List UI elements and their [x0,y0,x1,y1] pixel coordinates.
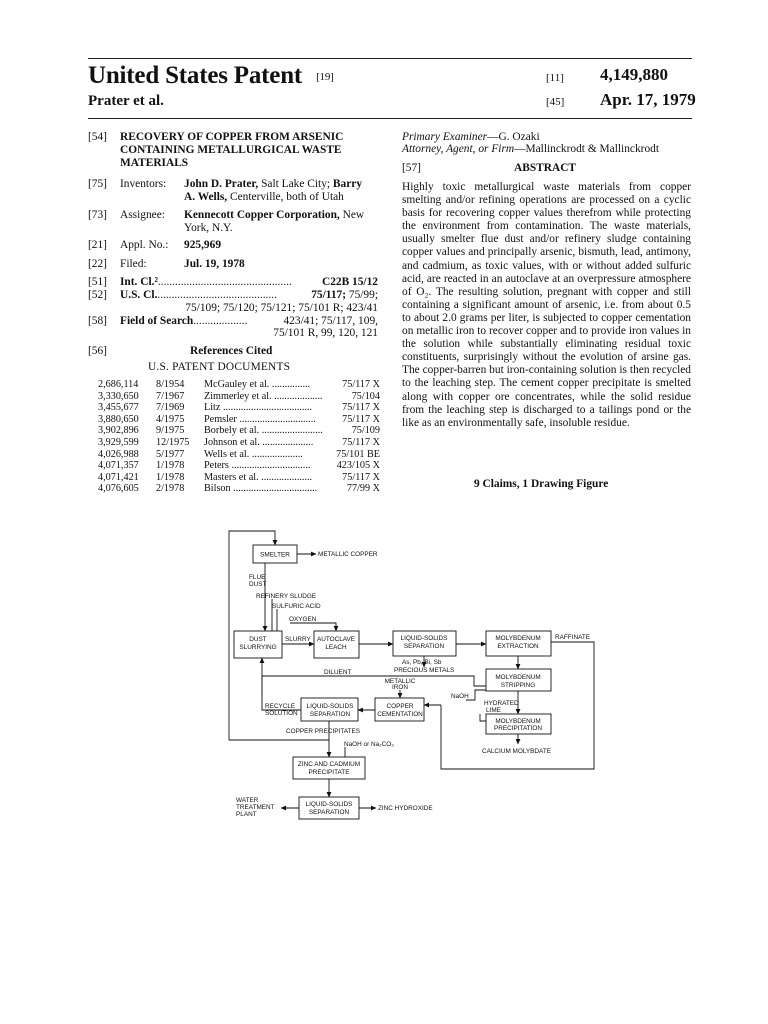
recycle-label-2: SOLUTION [265,710,298,717]
filed-label: Filed: [120,258,147,270]
claims-line: 9 Claims, 1 Drawing Figure [474,478,609,490]
patent-number-code: [11] [546,72,564,84]
oxygen-label: OXYGEN [289,616,317,623]
zinc-cad-label-1: ZINC AND CADMIUM [297,761,361,768]
patent-number: 4,149,880 [600,65,668,84]
inventors-value: John D. Prater, Salt Lake City; Barry A. Wells, Centerville, both of Utah [184,178,363,203]
slurry-label: SLURRY [285,636,311,643]
inventors-label: Inventors: [120,178,167,190]
intcl-code: [51] [88,276,107,288]
uscl-value: 75/117; 75/99; [311,289,378,301]
moly-prec-label-2: PRECIPITATION [493,725,543,732]
attorney: Attorney, Agent, or Firm—Mallinckrodt & Mallinckrodt [402,143,660,155]
field-line2: 75/101 R, 99, 120, 121 [273,327,378,339]
refs-heading: References Cited [190,345,273,357]
field-code: [58] [88,315,107,327]
hydrated-lime-label-1: HYDRATED [484,700,519,707]
reference-row: 2,686,114 8/1954 McGauley et al. ............... 75/117 X [98,379,380,390]
zinc-cad-label-2: PRECIPITATE [308,769,350,776]
title-code: [19] [316,71,334,83]
water-label-2: TREATMENT [236,804,275,811]
appl-label: Appl. No.: [120,239,169,251]
dust-slurrying-label-1: DUST [249,636,267,643]
primary-examiner: Primary Examiner—G. Ozaki [402,131,540,143]
abstract-text: Highly toxic metallurgical waste materials from copper smelting and/or refining operations are processed on a cyclic basis for recovering copper values therefrom while protecting the environment from contamination. The waste materials, usually smelter flue dust and/or refinery sludge containing copper values and principally arsenic, bismuth, lead, antimony, and cadmium, as toxic values, with or without added sulfuric acid, are reacted in an autoclave at an overpressure atmosphere of O₂. The resulting solution, pregnant with copper and still containing a significant amount of arsenic, i.e. from about 0.5 to about 2.0 grams per liter, is subjected to copper cementation on metallic iron to recover copper and to provide iron values in the solution while substantially eliminating residual toxic constituents, surprisingly without the evolution of arsine gas. The copper-barren but iron-containing solution is then recycled to the leaching step. The cement copper precipitate is smelted along with copper ore concentrates, while the solid residue from the leaching step is discharged to a tailings pond or the like as an environmentally safe, insoluble residue. [402,181,691,429]
dust-label: DUST [249,581,267,588]
raffinate-label: RAFFINATE [555,634,591,641]
field-row: Field of Search................... [120,315,248,327]
reference-row: 3,929,599 12/1975 Johnson et al. .................... 75/117 X [98,436,380,448]
oxygen-line [290,623,336,631]
water-label-3: PLANT [236,811,257,818]
sulfuric-acid-label: SULFURIC ACID [272,603,321,610]
uscl-row: U.S. Cl........................................... [120,289,277,301]
intcl-value: C22B 15/12 [321,276,378,288]
assignee-value: Kennecott Copper Corporation, New York, N.Y. [184,209,365,234]
metallic-iron-label-2: IRON [392,684,408,691]
diluent-label: DILUENT [324,669,352,676]
ls-sep-top-label-1: LIQUID-SOLIDS [400,635,448,642]
date-code: [45] [546,96,565,108]
authors: Prater et al. [88,93,164,109]
dust-slurrying-label-2: SLURRYING [239,644,277,651]
reference-row: 4,026,988 5/1977 Wells et al. .................... 75/101 BE [98,448,380,460]
appl-code: [21] [88,239,107,251]
invention-title: RECOVERY OF COPPER FROM ARSENIC CONTAINING METALLURGICAL WASTE MATERIALS [120,131,344,169]
flue-label: FLUE [249,574,266,581]
ls-sep-bot-label-1: LIQUID-SOLIDS [305,801,353,808]
inventors-code: [75] [88,178,107,190]
abstract-heading: ABSTRACT [514,162,577,174]
moly-strip-label-1: MOLYBDENUM [495,674,541,681]
smelter-label: SMELTER [260,551,290,559]
metallic-copper-label: METALLIC COPPER [318,551,378,558]
patent-date: Apr. 17, 1979 [600,90,696,109]
moly-strip-label-2: STRIPPING [500,682,536,689]
naoh-line [466,690,486,700]
field-value: 423/41; 75/117, 109, [283,315,378,327]
uscl-line2: 75/109; 75/120; 75/121; 75/101 R; 423/41 [185,302,378,314]
ls-sep-mid-label-1: LIQUID-SOLIDS [306,703,354,710]
hydrated-lime-line [480,714,486,721]
ls-sep-mid-label-2: SEPARATION [309,711,351,718]
patent-office-title: United States Patent [19] [88,62,334,89]
copper-cem-label-2: CEMENTATION [377,711,423,718]
assignee-code: [73] [88,209,107,221]
recycle-label-1: RECYCLE [265,703,296,710]
reference-row: 4,071,357 1/1978 Peters ............................... 423/105 X [98,460,380,472]
assignee-label: Assignee: [120,209,165,221]
copper-precipitates-label: COPPER PRECIPITATES [286,728,360,735]
naoh-label: NaOH [451,693,469,700]
autoclave-label-1: AUTOCLAVE [316,636,356,643]
moly-ext-label-2: EXTRACTION [497,643,539,650]
reference-row: 3,455,677 7/1969 Litz ................................... 75/117 X [98,402,380,414]
appl-value: 925,969 [184,239,222,251]
reference-row: 3,880,650 4/1975 Pemsler .............................. 75/117 X [98,413,380,425]
reference-row: 4,076,605 2/1978 Bilson ................................. 77/99 X [98,483,380,495]
precious-metals-label: PRECIOUS METALS [394,667,455,674]
moly-prec-label-1: MOLYBDENUM [495,718,541,725]
as-pb-label: As, Pb, Bi, Sb [402,659,442,666]
reference-row: 3,330,650 7/1967 Zimmerley et al. ................... 75/104 [98,390,380,402]
intcl-row: Int. Cl.²............................................... [120,276,292,288]
filed-code: [22] [88,258,107,270]
docs-heading: U.S. PATENT DOCUMENTS [148,361,291,373]
title-code-54: [54] [88,131,107,143]
uscl-code: [52] [88,289,107,301]
copper-cem-label-1: COPPER [386,703,414,710]
calcium-molybdate-label: CALCIUM MOLYBDATE [482,748,552,755]
abstract-code: [57] [402,162,421,174]
moly-ext-label-1: MOLYBDENUM [495,635,541,642]
filed-value: Jul. 19, 1978 [184,258,245,270]
zinc-hydroxide-label: ZINC HYDROXIDE [378,805,433,812]
naoh-na2co3-label: NaOH or Na₂CO₃ [344,741,394,748]
reference-row: 3,902,896 9/1975 Borbely et al. ........................ 75/109 [98,425,380,437]
metallic-iron-label-1: METALLIC [384,678,416,685]
refinery-sludge-label: REFINERY SLUDGE [256,593,317,600]
autoclave-label-2: LEACH [325,644,347,651]
refs-code: [56] [88,345,107,357]
water-label-1: WATER [236,797,259,804]
hydrated-lime-label-2: LIME [486,707,501,714]
ls-sep-top-label-2: SEPARATION [403,643,445,650]
ls-sep-bot-label-2: SEPARATION [308,809,350,816]
reference-row: 4,071,421 1/1978 Masters et al. .................... 75/117 X [98,471,380,483]
